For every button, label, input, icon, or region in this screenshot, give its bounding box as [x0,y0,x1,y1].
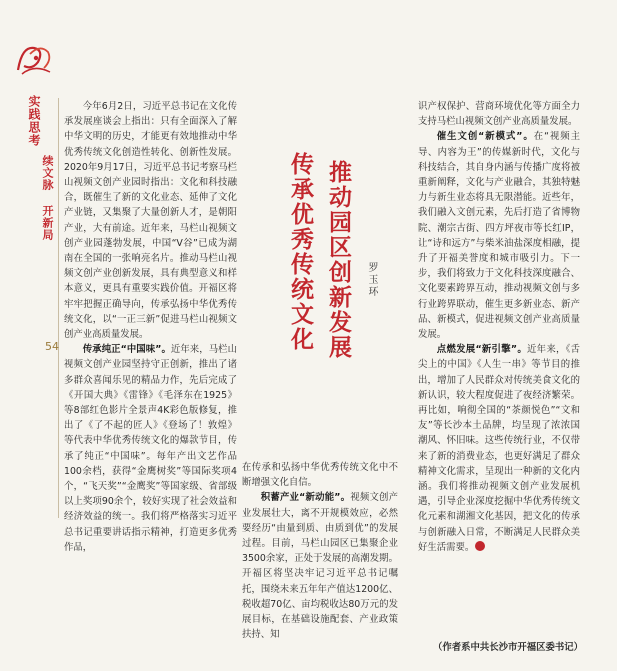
text-column-left [64,99,237,555]
section-heading: 传承纯正“中国味”。 [82,344,171,356]
paragraph [242,490,398,642]
author-byline: 罗玉环 [366,262,377,298]
margin-divider [58,98,59,518]
column-name: 实践思考 [27,95,41,147]
paragraph-body: 近年来，《舌尖上的中国》《人生一串》等节目的推出，增加了人民群众对传统美食文化的新认识，较大程度促进了夜经济繁荣。再比如，响彻全国的“茶颜悦色”“文和友”等长沙本土品牌，均呈现了浓浓国潮风、怀旧味。这些传统行业，不仅带来了新的消费业态，也更好满足了群众精神文化需求，呈现出一种新的文化内涵。我们将推动视频文创产业发展机遇，引导企业深度挖掘中华优秀传统文化元素和湖湘文化基因，把文化的传承与创新融入日常，不断满足人民群众美好生活需要。 [418,344,580,553]
paragraph [418,129,580,342]
author-note: （作者系中共长沙市开福区委书记） [432,642,583,653]
article-title-line-1: 推动园区创新发展 [325,160,351,360]
text-column-right [418,99,580,555]
paragraph: 今年6月2日，习近平总书记在文化传承发展座谈会上指出：只有全面深入了解中华文明的历史，才能更有效地推动中华优秀传统文化创造性转化、创新性发展。2020年9月17日，习近平总书记考察马栏山视频文创产业园时指出：文化和科技融合，既催生了新的文化业态、延伸了文化产业链，又集聚了大量创新人才，是朝阳产业，大有前途。近年来，马栏山视频文创产业园蓬勃发展，中国“V谷”已成为湖南在全国的一张响亮名片。推动马栏山视频文创产业创新发展，具有典型意义和样本意义，更具有重要实践价值。开福区将牢牢把握正确导向，传承弘扬中华优秀传统文化，以“一正三新”促进马栏山视频文创产业高质量发展。 [64,101,238,341]
paragraph-body: 在“视频主导、内容为王”的传媒新时代，文化与科技结合，其自身内涵与传播广度将被重新阐释，文化与产业融合，其独特魅力与新生业态将具无限潜能。近些年，我们融入文创元素，先后打造了省博物院、潮宗古街、四方坪夜市等长红IP，让“诗和远方”与柴米油盐深度相融，提升了开福美誉度和城市吸引力。下一步，我们将致力于文化科技深度融合、文化要素跨界互动，推动视频文创与多行业跨界联动，催生更多新业态、新产品、新模式，促进视频文创产业高质量发展。 [418,131,581,341]
paragraph [64,342,237,555]
magazine-logo [14,40,54,78]
paragraph-body: 近年来，马栏山视频文创产业园坚持守正创新，推出了诸多群众喜闻乐见的精品力作，先后完成了《开国大典》《雷锋》《毛泽东在1925》等8部红色影片全景声4K彩色版修复，推出了《了不起的匠人》《登场了！敦煌》等代表中华优秀传统文化的爆款节目，传承了纯正“中国味”。每年产出文艺作品100余档，获得“金鹰树奖”等国际奖项4个，“飞天奖”“金鹰奖”等国家级、省部级以上奖项90余个，较好实现了社会效益和经济效益的统一。我们将严格落实习近平总书记重要讲话指示精神，打造更多优秀作品， [64,344,237,553]
paragraph [418,342,580,555]
paragraph: 识产权保护、营商环境优化等方面全力支持马栏山视频文创产业高质量发展。 [418,101,580,128]
text-column-middle [242,460,398,642]
article-end-icon [475,541,485,551]
paragraph: 在传承和弘扬中华优秀传统文化中不断增强文化自信。 [242,462,398,489]
page-number: 54 [45,340,59,353]
article-title-line-2: 传承优秀传统文化 [287,152,313,352]
section-heading: 点燃发展“新引擎”。 [436,344,527,356]
section-heading: 积蓄产业“新动能”。 [260,492,351,504]
section-subtitle: 续文脉 开新局 [41,155,54,241]
section-heading: 催生文创“新模式”。 [436,131,534,143]
paragraph-body: 视频文创产业发展壮大，离不开规模效应，必然要经历“由量到质、由质到优”的发展过程。目前，马栏山园区已集聚企业3500余家，正处于发展的高潮发期。开福区将坚决牢记习近平总书记嘱托，围绕未来五年年产值达1200亿、税收超70亿、亩均税收达80万元的发展目标，在基础设施配套、产业政策扶持、知 [242,492,398,641]
